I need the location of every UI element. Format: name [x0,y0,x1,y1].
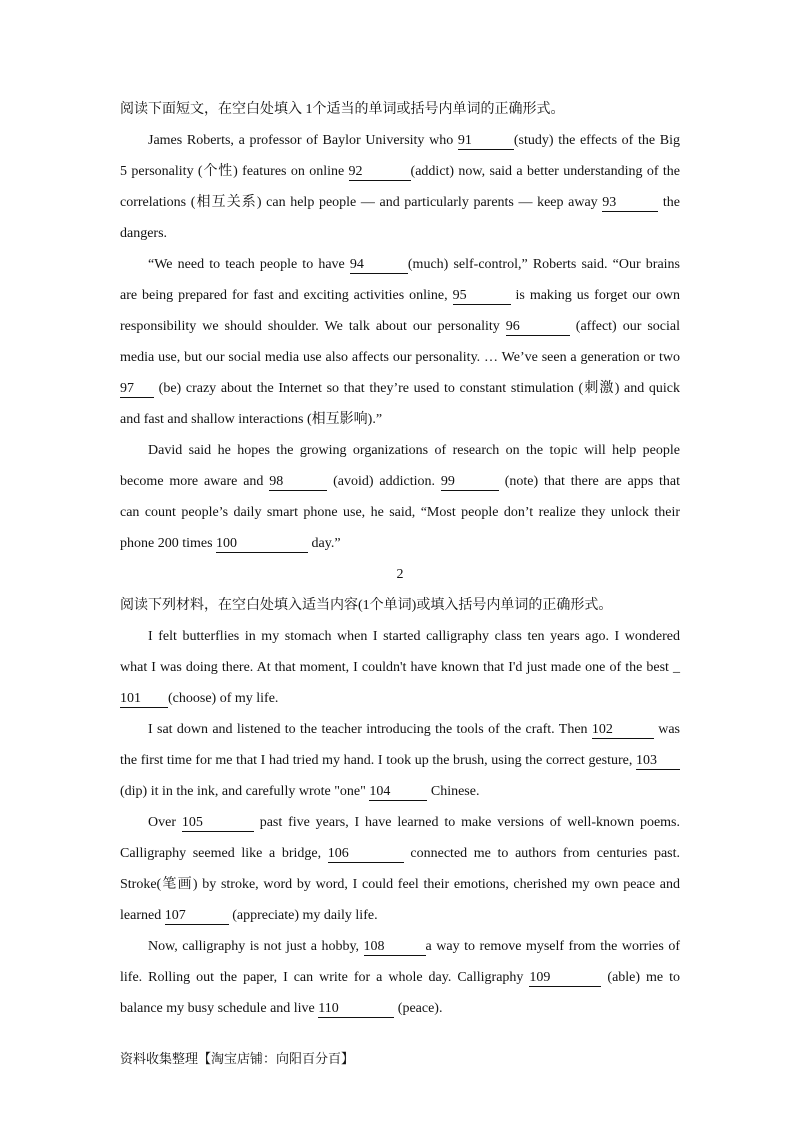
blank-98[interactable]: 98 [269,473,327,491]
passage2-paragraph3: Over 105 past five years, I have learned to make versions of well-known poems. Calligraphy seemed like a bridge, 106 connected me to authors from centuries past. Stroke(笔画) by stroke, word by word, I could feel their emotions, cherished my own peace and learned 107 (appreciate) my daily life. [120,815,681,923]
passage1-paragraph3: David said he hopes the growing organizations of research on the topic will help people become more aware and 98 (avoid) addiction. 99 (note) that there are apps that can count people’s daily smart phone use, he said, “Most people don’t realize they unlock their phone 200 times 100 day.” [120,443,681,551]
blank-104[interactable]: 104 [369,783,427,801]
footer-credit: 资料收集整理【淘宝店铺：向阳百分百】 [120,1052,355,1067]
blank-100[interactable]: 100 [216,535,308,553]
blank-97[interactable]: 97 [120,380,154,398]
blank-95[interactable]: 95 [453,287,511,305]
passage1-paragraph2: “We need to teach people to have 94 (much) self-control,” Roberts said. “Our brains are being prepared for fast and exciting activities online, 95 is making us forget our own responsibility we should shoulder. We talk about our personality 96 (affect) our social media use, but our social media use also affects our personality. … We’ve seen a generation or two 97 (be) crazy about the Internet so that they’re used to constant stimulation (刺激) and quick and fast and shallow interactions (相互影响).” [120,257,681,427]
passage2-paragraph4: Now, calligraphy is not just a hobby, 108 a way to remove myself from the worries of life. Rolling out the paper, I can write for a whole day. Calligraphy 109 (able) me to balance my busy schedule and live 110 (peace). [120,939,681,1016]
blank-94[interactable]: 94 [350,256,408,274]
blank-96[interactable]: 96 [506,318,570,336]
blank-106[interactable]: 106 [328,845,404,863]
blank-109[interactable]: 109 [529,969,601,987]
page-number: 2 [396,567,404,582]
passage2-paragraph1: I felt butterflies in my stomach when I started calligraphy class ten years ago. I wondered what I was doing there. At that moment, I couldn't have known that I'd just made one of the best _ 101 (choose) of my life. [120,629,681,706]
document-page [120,94,680,1024]
section1-instruction: 阅读下面短文，在空白处填入 1个适当的单词或括号内单词的正确形式。 [120,102,565,117]
blank-103[interactable]: 103 [636,752,680,770]
blank-107[interactable]: 107 [165,907,229,925]
passage2-paragraph2: I sat down and listened to the teacher introducing the tools of the craft. Then 102 was the first time for me that I had tried my hand. I took up the brush, using the correct gesture, 103 (dip) it in the ink, and carefully wrote "one" 104 Chinese. [120,722,681,799]
blank-108[interactable]: 108 [364,938,426,956]
blank-91[interactable]: 91 [458,132,514,150]
section2-instruction: 阅读下列材料，在空白处填入适当内容(1个单词)或填入括号内单词的正确形式。 [120,598,613,613]
blank-93[interactable]: 93 [602,194,658,212]
blank-110[interactable]: 110 [318,1000,394,1018]
blank-102[interactable]: 102 [592,721,654,739]
passage1-paragraph1: James Roberts, a professor of Baylor University who 91 (study) the effects of the Big 5 personality (个性) features on online 92 (addict) now, said a better understanding of the correlations (相互关系) can help people — and particularly parents — keep away 93 the dangers. [120,133,681,241]
blank-92[interactable]: 92 [349,163,411,181]
blank-99[interactable]: 99 [441,473,499,491]
blank-101[interactable]: 101 [120,690,168,708]
blank-105[interactable]: 105 [182,814,254,832]
